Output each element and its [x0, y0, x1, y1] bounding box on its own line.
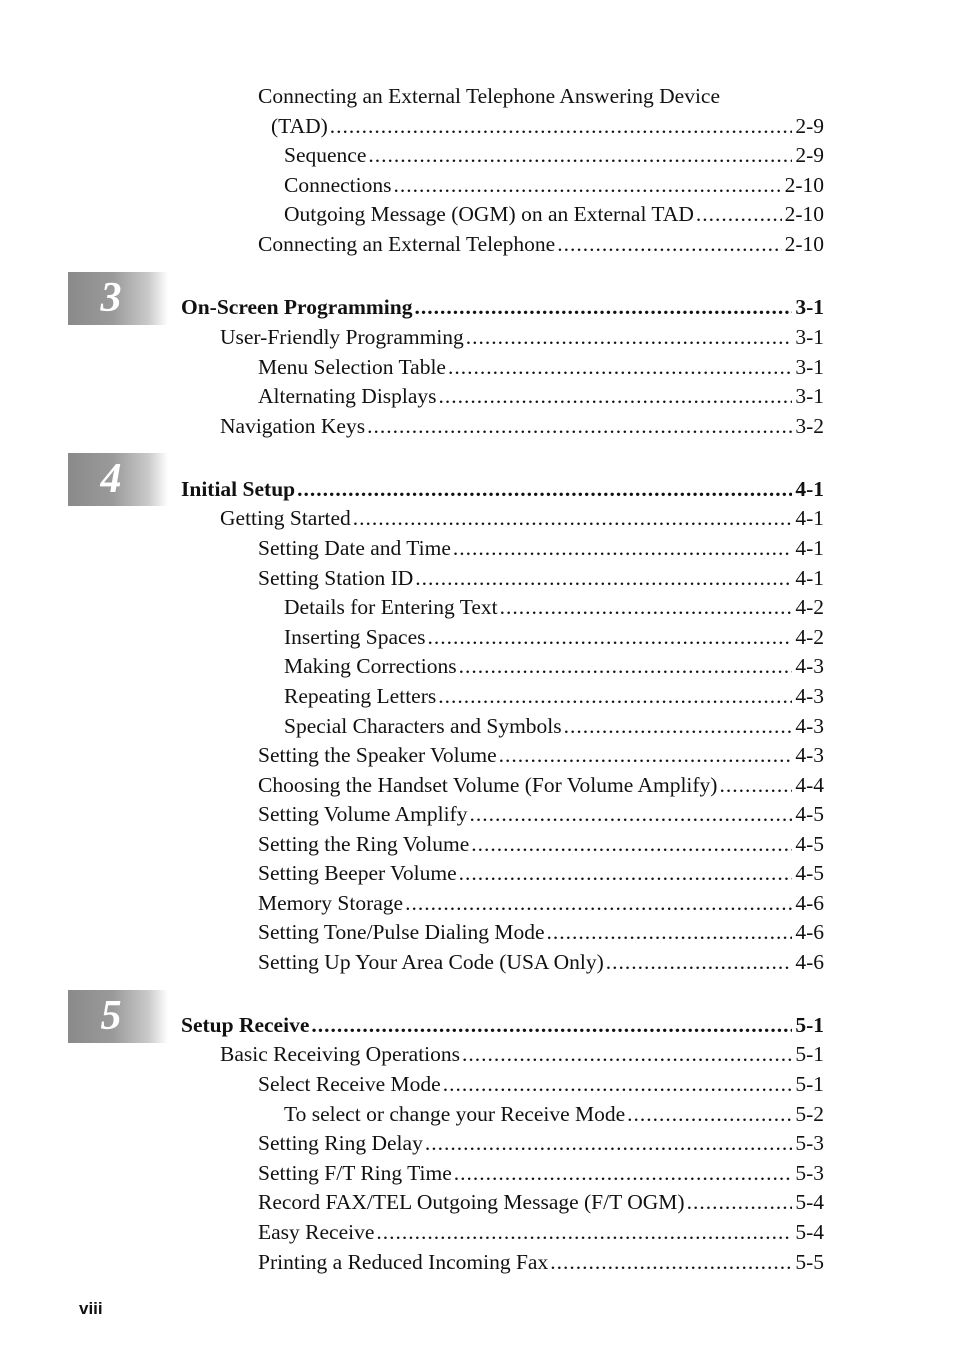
- toc-page-number: 2-9: [795, 114, 824, 138]
- toc-entry-title: Sequence: [284, 143, 367, 167]
- dot-leader: [367, 413, 792, 439]
- chapter-3-tab: [68, 272, 168, 325]
- toc-page-number: 4-3: [795, 684, 824, 708]
- dot-leader: [353, 505, 793, 531]
- dot-leader: [438, 683, 792, 709]
- toc-page-number: 4-6: [795, 891, 824, 915]
- toc-entry[interactable]: [220, 1041, 824, 1067]
- page-folio: viii: [79, 1299, 103, 1318]
- toc-page-number: 5-3: [795, 1131, 824, 1155]
- dot-leader: [453, 535, 792, 561]
- dot-leader: [376, 1219, 792, 1245]
- toc-entry[interactable]: [258, 383, 824, 409]
- toc-entry[interactable]: [284, 683, 824, 709]
- toc-entry[interactable]: [258, 831, 824, 857]
- dot-leader: [459, 653, 793, 679]
- toc-page-number: 4-2: [795, 625, 824, 649]
- chapter-number: 5: [100, 993, 122, 1039]
- toc-entry-title: Setting Tone/Pulse Dialing Mode: [258, 920, 545, 944]
- toc-page-number: 4-3: [795, 743, 824, 767]
- toc-page-number: 3-1: [795, 355, 824, 379]
- toc-entry-title: Special Characters and Symbols: [284, 714, 562, 738]
- toc-entry-title: Printing a Reduced Incoming Fax: [258, 1250, 549, 1274]
- toc-entry-title: Outgoing Message (OGM) on an External TAD: [284, 202, 694, 226]
- toc-chapter-entry[interactable]: [181, 476, 824, 502]
- toc-entry[interactable]: [258, 83, 720, 109]
- toc-entry[interactable]: [258, 1071, 824, 1097]
- toc-entry[interactable]: [258, 1249, 824, 1275]
- toc-entry[interactable]: [271, 113, 824, 139]
- toc-entry-title: Inserting Spaces: [284, 625, 426, 649]
- toc-entry[interactable]: [258, 919, 824, 945]
- toc-entry-title: Record FAX/TEL Outgoing Message (F/T OGM): [258, 1190, 685, 1214]
- dot-leader: [687, 1189, 793, 1215]
- toc-entry[interactable]: [258, 1219, 824, 1245]
- toc-page-number: 2-10: [784, 173, 824, 197]
- dot-leader: [459, 860, 793, 886]
- dot-leader: [547, 919, 793, 945]
- dot-leader: [500, 594, 793, 620]
- toc-page-number: 4-1: [795, 506, 824, 530]
- toc-entry-title: Easy Receive: [258, 1220, 375, 1244]
- toc-entry-title: Setting F/T Ring Time: [258, 1161, 452, 1185]
- toc-entry[interactable]: [284, 172, 824, 198]
- dot-leader: [439, 383, 793, 409]
- toc-page-number: 3-2: [795, 414, 824, 438]
- toc-entry-title: Setting the Speaker Volume: [258, 743, 497, 767]
- chapter-number: 4: [100, 456, 122, 502]
- toc-entry[interactable]: [258, 772, 824, 798]
- toc-entry-title: Select Receive Mode: [258, 1072, 441, 1096]
- toc-page-number: 4-3: [795, 714, 824, 738]
- toc-entry[interactable]: [284, 142, 824, 168]
- dot-leader: [368, 142, 792, 168]
- toc-entry[interactable]: [258, 231, 824, 257]
- toc-entry[interactable]: [284, 624, 824, 650]
- toc-page-number: 5-1: [795, 1013, 824, 1037]
- toc-page-number: 2-9: [795, 143, 824, 167]
- chapter-5-tab: [68, 990, 168, 1043]
- toc-chapter-title: Setup Receive: [181, 1013, 310, 1037]
- toc-entry-title: Choosing the Handset Volume (For Volume Amplify): [258, 773, 718, 797]
- toc-entry-title: Repeating Letters: [284, 684, 437, 708]
- toc-page-number: 4-1: [795, 566, 824, 590]
- toc-page-number: 3-1: [795, 295, 824, 319]
- toc-entry-title: Alternating Displays: [258, 384, 437, 408]
- dot-leader: [564, 713, 793, 739]
- toc-page-number: 4-6: [795, 920, 824, 944]
- toc-entry-title: Connecting an External Telephone: [258, 232, 556, 256]
- chapter-4-tab: [68, 453, 168, 506]
- toc-chapter-title: On-Screen Programming: [181, 295, 413, 319]
- dot-leader: [405, 890, 792, 916]
- dot-leader: [557, 231, 781, 257]
- dot-leader: [627, 1101, 792, 1127]
- toc-entry-title: Basic Receiving Operations: [220, 1042, 461, 1066]
- toc-entry[interactable]: [258, 1130, 824, 1156]
- toc-entry-title: (TAD): [271, 114, 328, 138]
- toc-entry-title: Setting Up Your Area Code (USA Only): [258, 950, 604, 974]
- dot-leader: [471, 831, 792, 857]
- toc-page-number: 5-5: [795, 1250, 824, 1274]
- toc-page-number: 5-1: [795, 1072, 824, 1096]
- toc-chapter-entry[interactable]: [181, 294, 824, 320]
- dot-leader: [550, 1249, 792, 1275]
- dot-leader: [425, 1130, 793, 1156]
- dot-leader: [394, 172, 782, 198]
- toc-page-number: 5-3: [795, 1161, 824, 1185]
- toc-page-number: 4-2: [795, 595, 824, 619]
- dot-leader: [719, 772, 792, 798]
- toc-page-number: 4-4: [795, 773, 824, 797]
- toc-page-number: 2-10: [784, 232, 824, 256]
- toc-entry-title: Setting Beeper Volume: [258, 861, 457, 885]
- toc-entry[interactable]: [258, 1189, 824, 1215]
- toc-page-number: 4-1: [795, 477, 824, 501]
- toc-entry[interactable]: [284, 1101, 824, 1127]
- toc-page-number: 4-1: [795, 536, 824, 560]
- toc-entry-title: Setting Volume Amplify: [258, 802, 468, 826]
- dot-leader: [415, 565, 792, 591]
- toc-page-number: 3-1: [795, 325, 824, 349]
- dot-leader: [462, 1041, 792, 1067]
- toc-entry[interactable]: [284, 653, 824, 679]
- dot-leader: [311, 1012, 792, 1038]
- toc-entry[interactable]: [258, 565, 824, 591]
- toc-page-number: 3-1: [795, 384, 824, 408]
- dot-leader: [297, 476, 792, 502]
- toc-entry[interactable]: [258, 801, 824, 827]
- toc-entry-title: Details for Entering Text: [284, 595, 498, 619]
- toc-entry[interactable]: [258, 1160, 824, 1186]
- dot-leader: [330, 113, 793, 139]
- toc-entry-title: Connections: [284, 173, 392, 197]
- toc-page-number: 4-3: [795, 654, 824, 678]
- toc-entry-title: Setting Ring Delay: [258, 1131, 423, 1155]
- toc-entry-title: Setting the Ring Volume: [258, 832, 470, 856]
- dot-leader: [696, 201, 782, 227]
- toc-page-number: 5-1: [795, 1042, 824, 1066]
- toc-entry[interactable]: [258, 949, 824, 975]
- dot-leader: [428, 624, 793, 650]
- dot-leader: [606, 949, 793, 975]
- toc-entry-title: Menu Selection Table: [258, 355, 446, 379]
- toc-entry-title: Setting Date and Time: [258, 536, 451, 560]
- toc-entry-title: Getting Started: [220, 506, 351, 530]
- toc-entry[interactable]: [284, 201, 824, 227]
- toc-page-number: 2-10: [784, 202, 824, 226]
- toc-entry-title: Connecting an External Telephone Answering Device: [258, 84, 720, 108]
- toc-entry[interactable]: [220, 505, 824, 531]
- toc-page-number: 4-5: [795, 861, 824, 885]
- dot-leader: [443, 1071, 793, 1097]
- dot-leader: [454, 1160, 793, 1186]
- toc-entry[interactable]: [258, 890, 824, 916]
- dot-leader: [469, 801, 792, 827]
- toc-page-number: 5-4: [795, 1220, 824, 1244]
- toc-entry-title: Setting Station ID: [258, 566, 414, 590]
- toc-page-number: 4-5: [795, 802, 824, 826]
- dot-leader: [499, 742, 793, 768]
- toc-entry[interactable]: [258, 535, 824, 561]
- toc-entry[interactable]: [258, 354, 824, 380]
- toc-page-number: 5-2: [795, 1102, 824, 1126]
- toc-entry[interactable]: [258, 860, 824, 886]
- toc-entry[interactable]: [284, 713, 824, 739]
- dot-leader: [415, 294, 793, 320]
- toc-entry-title: To select or change your Receive Mode: [284, 1102, 626, 1126]
- toc-entry[interactable]: [258, 742, 824, 768]
- toc-chapter-title: Initial Setup: [181, 477, 296, 501]
- toc-entry-title: Making Corrections: [284, 654, 457, 678]
- dot-leader: [448, 354, 792, 380]
- toc-entry[interactable]: [220, 413, 824, 439]
- chapter-number: 3: [100, 275, 122, 321]
- dot-leader: [466, 324, 793, 350]
- toc-page-number: 4-6: [795, 950, 824, 974]
- toc-entry-title: Navigation Keys: [220, 414, 366, 438]
- toc-page-number: 4-5: [795, 832, 824, 856]
- toc-entry-title: User-Friendly Programming: [220, 325, 464, 349]
- toc-entry-title: Memory Storage: [258, 891, 404, 915]
- toc-page-number: 5-4: [795, 1190, 824, 1214]
- toc-entry[interactable]: [284, 594, 824, 620]
- toc-chapter-entry[interactable]: [181, 1012, 824, 1038]
- toc-entry[interactable]: [220, 324, 824, 350]
